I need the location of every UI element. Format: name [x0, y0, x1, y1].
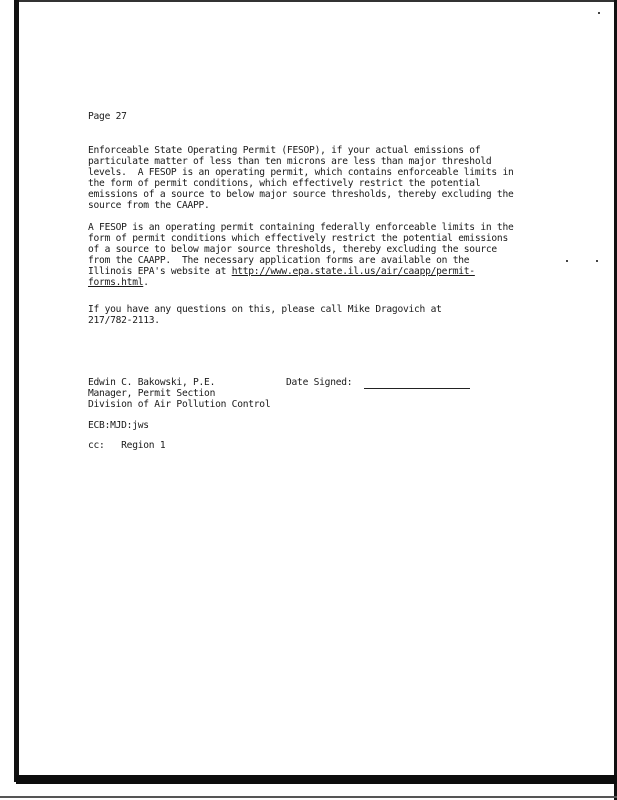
paragraph1-line: the form of permit conditions, which effectively restrict the potential — [88, 178, 481, 189]
scan-edge-top — [14, 0, 617, 2]
website-link[interactable]: http://www.epa.state.il.us/air/caapp/permit- — [231, 266, 475, 277]
paragraph2-line: form of permit conditions which effectively restrict the potential emissions — [88, 233, 508, 244]
paragraph2-line: of a source to below major source thresholds, thereby excluding the source — [88, 244, 497, 255]
scan-speck — [596, 260, 598, 262]
contact-line: 217/782-2113. — [88, 315, 160, 326]
carbon-copy: cc: Region 1 — [88, 440, 166, 451]
date-signed-label: Date Signed: — [286, 377, 353, 388]
signer-division: Division of Air Pollution Control — [88, 399, 271, 410]
link-suffix: . — [143, 277, 149, 288]
website-link-continued[interactable]: forms.html — [88, 277, 144, 288]
date-signed-line — [364, 388, 470, 389]
scan-edge-bottom — [16, 775, 617, 784]
link-continuation-line — [88, 278, 149, 289]
paragraph2-line: from the CAAPP. The necessary application forms are available on the — [88, 255, 470, 266]
paragraph1-line: levels. A FESOP is an operating permit, which contains enforceable limits in — [88, 167, 514, 178]
scan-speck — [566, 260, 568, 262]
paragraph1-line: particulate matter of less than ten microns are less than major threshold — [88, 156, 492, 167]
signer-name: Edwin C. Bakowski, P.E. — [88, 377, 216, 388]
paragraph1-line: Enforceable State Operating Permit (FESOP), if your actual emissions of — [88, 145, 481, 156]
page-label: Page 27 — [88, 111, 127, 122]
signer-title: Manager, Permit Section — [88, 388, 216, 399]
paragraph2-line5-prefix: Illinois EPA's website at — [88, 266, 232, 277]
scan-speck — [598, 12, 600, 14]
paragraph2-line: A FESOP is an operating permit containing federally enforceable limits in the — [88, 222, 514, 233]
scan-edge-left — [14, 0, 19, 782]
paragraph2-line-with-link — [88, 267, 475, 278]
reference-initials: ECB:MJD:jws — [88, 420, 149, 431]
paragraph1-line: source from the CAAPP. — [88, 200, 210, 211]
paragraph1-line: emissions of a source to below major source thresholds, thereby excluding the — [88, 189, 514, 200]
scan-edge-bottom-tail — [0, 796, 617, 798]
contact-line: If you have any questions on this, please call Mike Dragovich at — [88, 304, 442, 315]
